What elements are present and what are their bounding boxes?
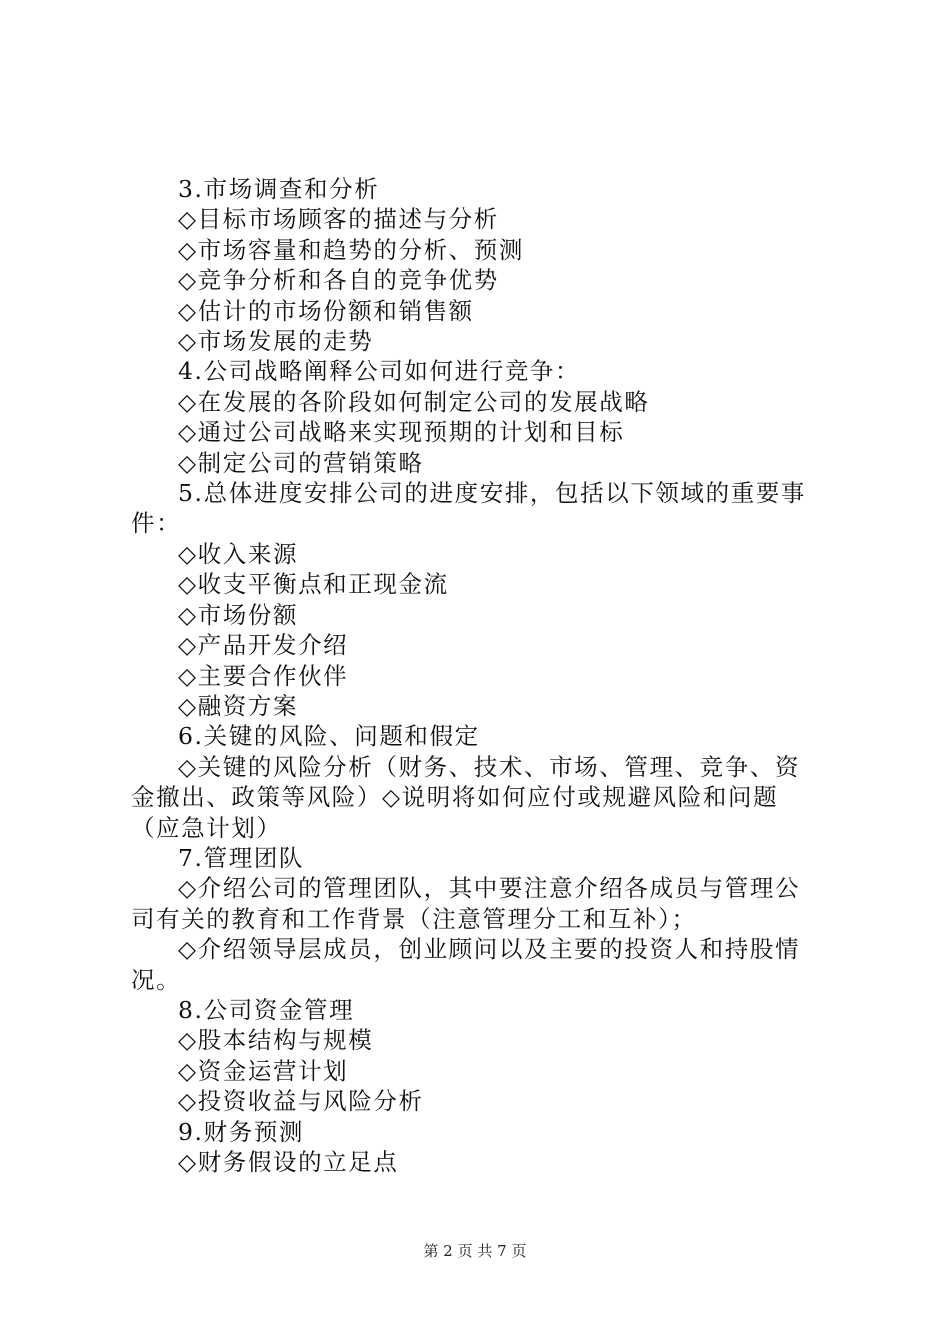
text-line: 6.关键的风险、问题和假定 bbox=[178, 722, 480, 751]
text-line: ◇介绍公司的管理团队，其中要注意介绍各成员与管理公 bbox=[178, 874, 801, 903]
text-line: ◇市场容量和趋势的分析、预测 bbox=[178, 235, 524, 264]
text-line: ◇通过公司战略来实现预期的计划和目标 bbox=[178, 418, 625, 447]
text-line: ◇目标市场顾客的描述与分析 bbox=[178, 205, 499, 234]
text-line: 7.管理团队 bbox=[178, 843, 305, 872]
text-line: ◇市场发展的走势 bbox=[178, 327, 374, 356]
text-line: ◇融资方案 bbox=[178, 691, 299, 720]
text-line: ◇投资收益与风险分析 bbox=[178, 1087, 424, 1116]
page-number: 第 2 页 共 7 页 bbox=[423, 1242, 527, 1260]
text-line: ◇在发展的各阶段如何制定公司的发展战略 bbox=[178, 387, 650, 416]
text-line: ◇股本结构与规模 bbox=[178, 1026, 374, 1055]
text-line: 9.财务预测 bbox=[178, 1117, 305, 1146]
text-line: ◇竞争分析和各自的竞争优势 bbox=[178, 266, 499, 295]
text-line: 3.市场调查和分析 bbox=[178, 175, 380, 203]
text-line: ◇主要合作伙伴 bbox=[178, 661, 349, 690]
text-line: ◇市场份额 bbox=[178, 600, 299, 629]
text-line: ◇财务假设的立足点 bbox=[178, 1148, 399, 1176]
text-line: ◇制定公司的营销策略 bbox=[178, 448, 424, 477]
document-body bbox=[131, 174, 831, 1177]
text-line: 况。 bbox=[131, 965, 182, 994]
text-line: （应急计划） bbox=[131, 813, 282, 842]
text-line: 件： bbox=[131, 509, 182, 538]
text-line: ◇关键的风险分析（财务、技术、市场、管理、竞争、资 bbox=[178, 752, 801, 781]
text-line: 金撤出、政策等风险）◇说明将如何应付或规避风险和问题 bbox=[131, 783, 779, 812]
text-line: 4.公司战略阐释公司如何进行竞争： bbox=[178, 357, 581, 386]
text-line: ◇估计的市场份额和销售额 bbox=[178, 296, 474, 325]
text-line: ◇资金运营计划 bbox=[178, 1056, 349, 1085]
text-line: ◇介绍领导层成员，创业顾问以及主要的投资人和持股情 bbox=[178, 935, 801, 964]
text-line: ◇收入来源 bbox=[178, 539, 299, 568]
text-line: 8.公司资金管理 bbox=[178, 995, 355, 1024]
text-line: 5.总体进度安排公司的进度安排，包括以下领域的重要事 bbox=[178, 479, 807, 508]
text-line: ◇收支平衡点和正现金流 bbox=[178, 570, 449, 599]
text-line: ◇产品开发介绍 bbox=[178, 631, 349, 660]
text-line: 司有关的教育和工作背景（注意管理分工和互补）； bbox=[131, 904, 697, 933]
